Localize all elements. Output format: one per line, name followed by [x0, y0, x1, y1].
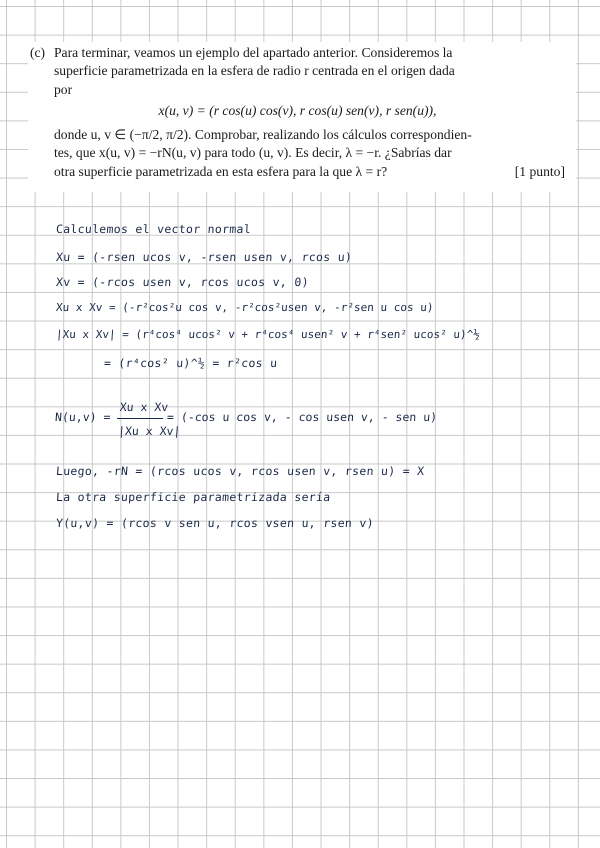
problem-statement — [30, 44, 565, 181]
parametrization-formula: x(u, v) = (r cos(u) cos(v), r cos(u) sen(v), r sen(u)), — [158, 102, 437, 118]
normal-rhs: = (-cos u cos v, - cos usen v, - sen u) — [166, 410, 438, 424]
handwritten-xu: Xu = (-rsen ucos v, -rsen usen v, rcos u) — [55, 250, 353, 264]
normal-denominator: |Xu x Xv| — [117, 424, 181, 438]
normal-lhs: N(u,v) = — [54, 410, 111, 424]
problem-line-2: superficie parametrizada en la esfera de radio r centrada en el origen dada — [54, 63, 455, 79]
problem-line-6: otra superficie parametrizada en esta esfera para la que λ = r? [1 punto] — [30, 163, 565, 181]
problem-line-3: por — [54, 81, 73, 97]
problem-line-5: tes, que x(u, v) = −rN(u, v) para todo (u, v). Es decir, λ = −r. ¿Sabrías dar — [54, 145, 452, 161]
problem-line-4: donde u, v ∈ (−π/2, π/2). Comprobar, realizando los cálculos correspondien- — [54, 127, 472, 143]
handwritten-luego: Luego, -rN = (rcos ucos v, rcos usen v, rsen u) = X — [55, 464, 425, 478]
fraction-bar — [117, 418, 163, 419]
handwritten-otra-superficie: La otra superficie parametrizada sería — [55, 490, 331, 504]
handwritten-y-surface: Y(u,v) = (rcos v sen u, rcos vsen u, rsen v) — [55, 516, 375, 530]
problem-label: (c) — [30, 45, 46, 60]
handwritten-norm: |Xu x Xv| = (r⁴cos⁴ ucos² v + r⁴cos⁴ usen² v + r⁴sen² ucos² u)^½ — [55, 328, 481, 341]
handwritten-xv: Xv = (-rcos usen v, rcos ucos v, 0) — [55, 275, 310, 289]
handwritten-cross-product: Xu x Xv = (-r²cos²u cos v, -r²cos²usen v, -r²sen u cos u) — [55, 301, 434, 314]
problem-line-1: (c) Para terminar, veamos un ejemplo del apartado anterior. Consideremos la — [30, 44, 565, 62]
normal-numerator: Xu x Xv — [119, 400, 169, 414]
handwritten-norm-simplified: = (r⁴cos² u)^½ = r²cos u — [103, 356, 278, 370]
points-label: [1 punto] — [514, 163, 565, 179]
handwritten-heading: Calculemos el vector normal — [55, 222, 252, 236]
